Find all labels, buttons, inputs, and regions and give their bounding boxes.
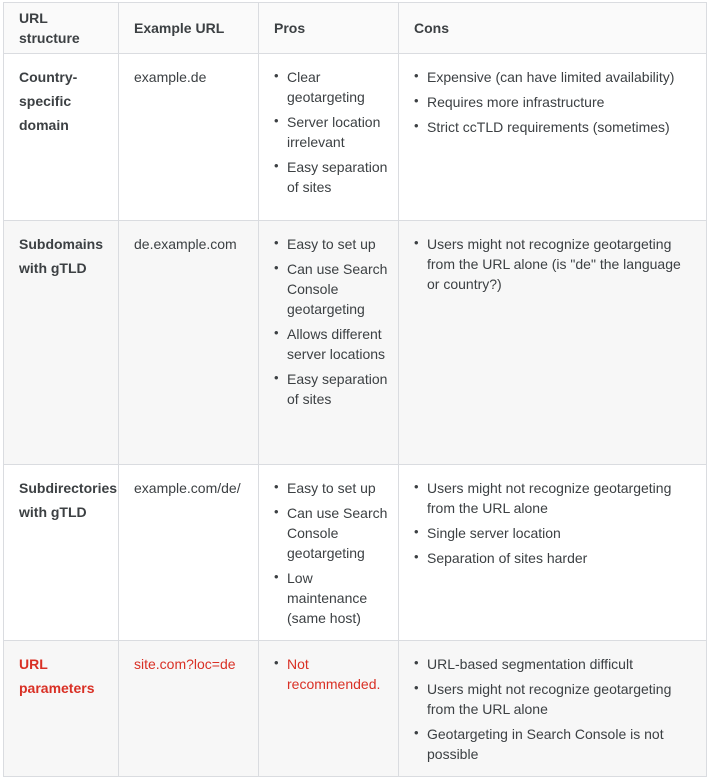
column-header-url-structure: URL structure [4, 3, 119, 54]
con-item: • Single server location [414, 523, 696, 543]
con-item: • Users might not recognize geotargeting from the URL alone [414, 478, 696, 518]
column-header-example-url: Example URL [119, 3, 259, 54]
table-row [4, 641, 707, 777]
table-body [4, 54, 707, 777]
cons-list [414, 234, 696, 294]
con-item: • Strict ccTLD requirements (sometimes) [414, 117, 696, 137]
pro-item: • Allows different server locations [274, 324, 388, 364]
pro-item: • Can use Search Console geotargeting [274, 503, 388, 563]
cell-pros [259, 54, 399, 221]
con-item: • Users might not recognize geotargeting from the URL alone [414, 679, 696, 719]
pro-item: • Can use Search Console geotargeting [274, 259, 388, 319]
cons-list [414, 67, 696, 137]
cell-cons [399, 641, 707, 777]
cell-url-structure: URL parameters [4, 641, 119, 777]
con-item: • Requires more infrastructure [414, 92, 696, 112]
table-row [4, 465, 707, 641]
con-item: • Expensive (can have limited availability) [414, 67, 696, 87]
cell-cons [399, 465, 707, 641]
cell-cons [399, 54, 707, 221]
pro-item: • Easy separation of sites [274, 157, 388, 197]
pro-item: • Server location irrelevant [274, 112, 388, 152]
pro-item: • Low maintenance (same host) [274, 568, 388, 628]
cons-list [414, 478, 696, 568]
pro-item: • Easy to set up [274, 234, 388, 254]
cell-url-structure: Subdirectories with gTLD [4, 465, 119, 641]
cell-pros [259, 641, 399, 777]
pros-list [274, 67, 388, 197]
pro-item: • Easy separation of sites [274, 369, 388, 409]
header-row [4, 3, 707, 54]
con-item: • Users might not recognize geotargeting from the URL alone (is "de" the language or country?) [414, 234, 696, 294]
pro-item: • Easy to set up [274, 478, 388, 498]
con-item: • Separation of sites harder [414, 548, 696, 568]
cell-url-structure: Subdomains with gTLD [4, 221, 119, 465]
pro-item: • Clear geotargeting [274, 67, 388, 107]
cell-example-url: example.com/de/ [119, 465, 259, 641]
url-structure-comparison-table [3, 2, 707, 777]
column-header-cons: Cons [399, 3, 707, 54]
cons-list [414, 654, 696, 764]
pros-list [274, 478, 388, 628]
cell-example-url: site.com?loc=de [119, 641, 259, 777]
pros-list [274, 654, 388, 694]
cell-url-structure: Country-specific domain [4, 54, 119, 221]
table-row [4, 221, 707, 465]
cell-example-url: de.example.com [119, 221, 259, 465]
pro-item: • Not recommended. [274, 654, 388, 694]
table-row [4, 54, 707, 221]
cell-pros [259, 465, 399, 641]
cell-example-url: example.de [119, 54, 259, 221]
pros-list [274, 234, 388, 409]
column-header-pros: Pros [259, 3, 399, 54]
con-item: • Geotargeting in Search Console is not possible [414, 724, 696, 764]
cell-cons [399, 221, 707, 465]
table-header [4, 3, 707, 54]
cell-pros [259, 221, 399, 465]
con-item: • URL-based segmentation difficult [414, 654, 696, 674]
